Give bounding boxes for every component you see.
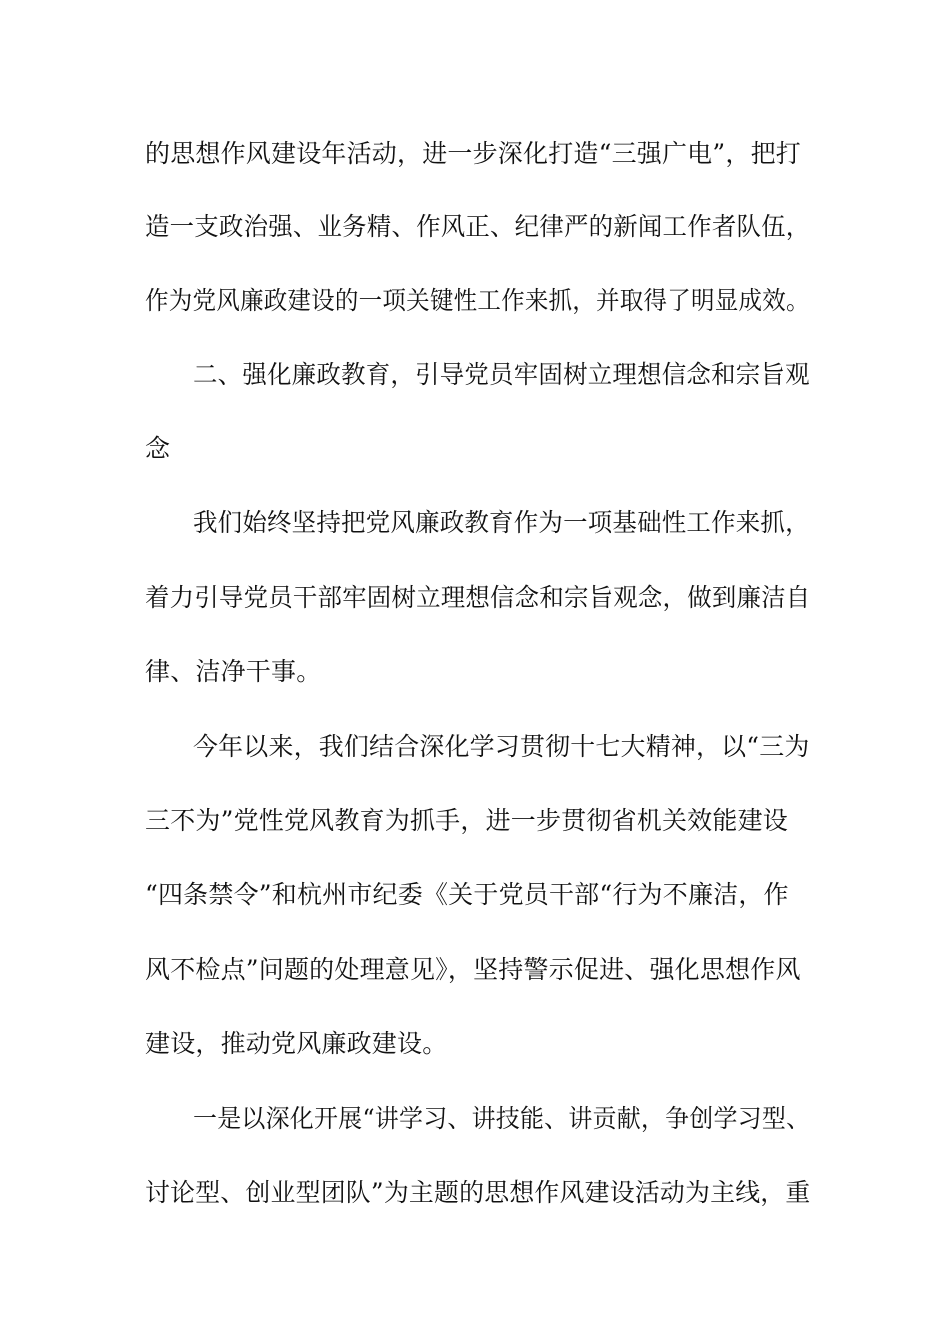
paragraph-line: 今年以来，我们结合深化学习贯彻十七大精神，以“三为: [193, 732, 810, 761]
paragraph-line: 着力引导党员干部牢固树立理想信念和宗旨观念，做到廉洁自: [145, 583, 811, 612]
paragraph-line: 三不为”党性党风教育为抓手，进一步贯彻省机关效能建设: [145, 806, 788, 835]
paragraph-line: 风不检点”问题的处理意见》，坚持警示促进、强化思想作风: [145, 955, 801, 984]
paragraph-line: 我们始终坚持把党风廉政教育作为一项基础性工作来抓，: [193, 508, 810, 537]
paragraph-line: “四条禁令”和杭州市纪委《关于党员干部“行为不廉洁，作: [145, 880, 789, 909]
paragraph-line: 作为党风廉政建设的一项关键性工作来抓，并取得了明显成效。: [145, 286, 810, 315]
section-heading-continued: 念: [145, 434, 171, 463]
paragraph-line: 的思想作风建设年活动，进一步深化打造“三强广电”，把打: [145, 139, 801, 168]
section-heading: 二、强化廉政教育，引导党员牢固树立理想信念和宗旨观: [193, 360, 810, 389]
paragraph-line: 律、洁净干事。: [145, 657, 322, 686]
paragraph-line: 建设，推动党风廉政建设。: [145, 1029, 448, 1058]
paragraph-line: 一是以深化开展“讲学习、讲技能、讲贡献，争创学习型、: [193, 1104, 811, 1133]
paragraph-line: 讨论型、创业型团队”为主题的思想作风建设活动为主线，重: [145, 1178, 811, 1207]
paragraph-line: 造一支政治强、业务精、作风正、纪律严的新闻工作者队伍，: [145, 212, 811, 241]
